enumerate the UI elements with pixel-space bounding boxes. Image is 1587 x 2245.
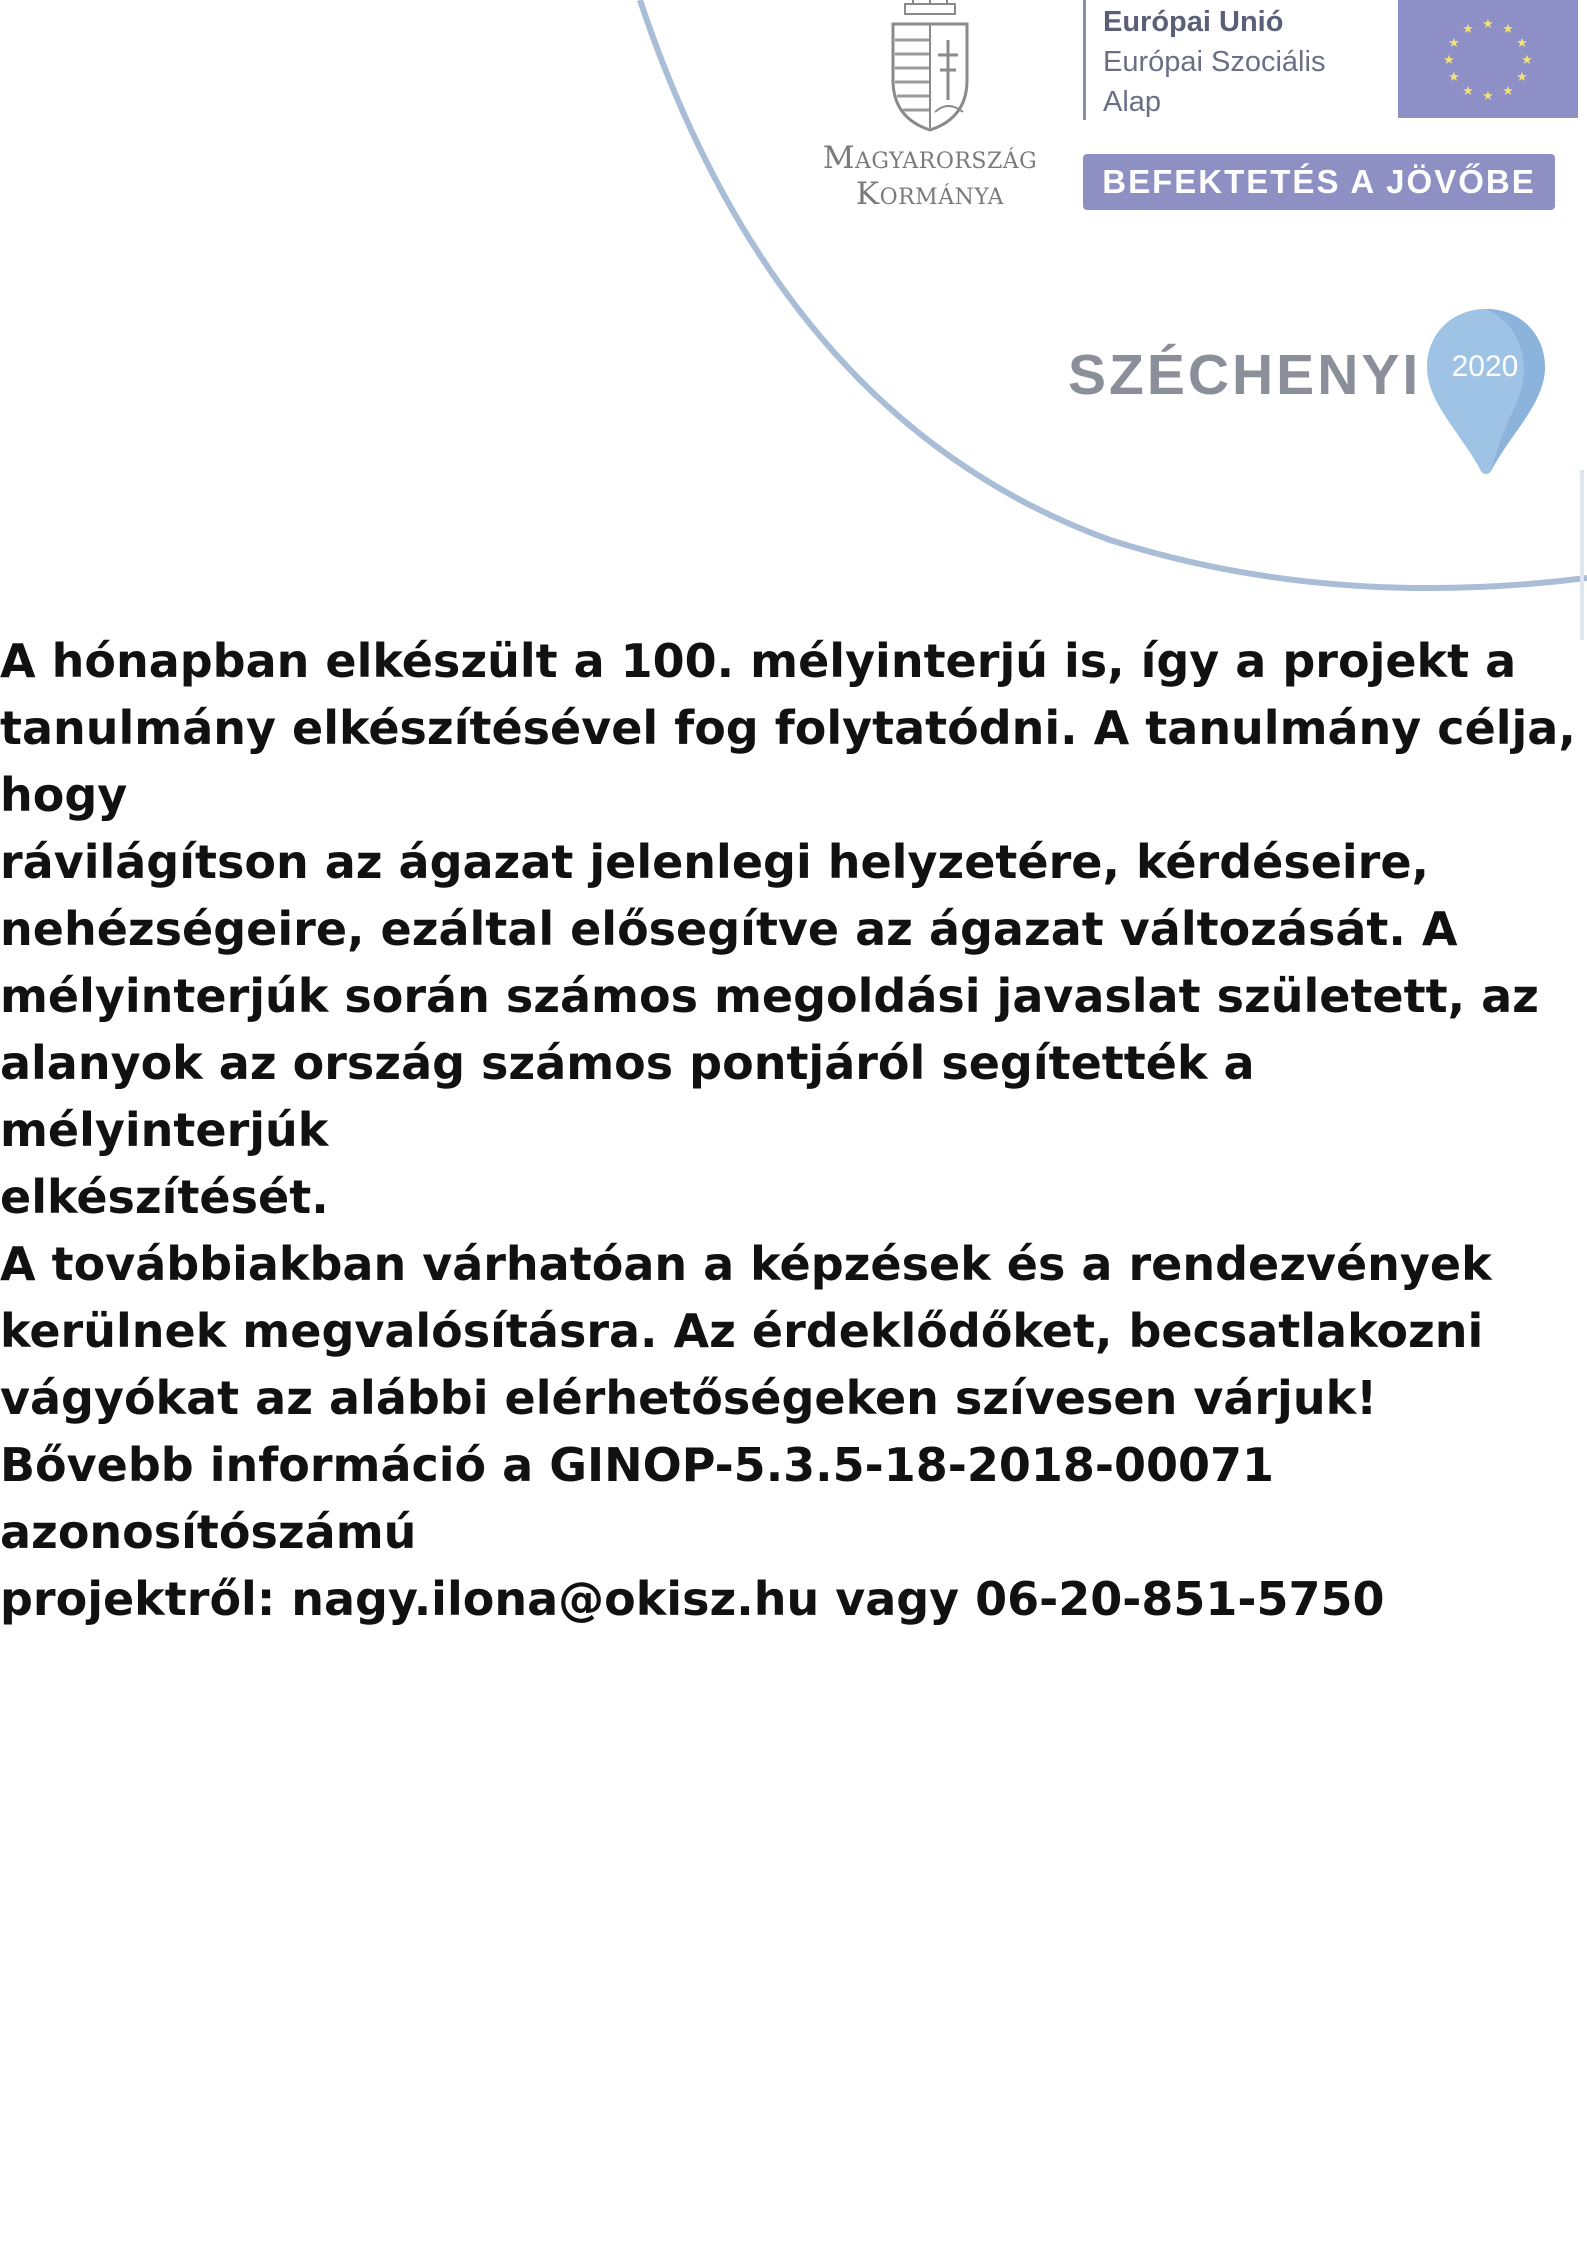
eu-fund-text xyxy=(1103,2,1325,122)
szechenyi-word: SZÉCHENYI xyxy=(1068,343,1422,407)
szechenyi-year: 2020 xyxy=(1451,350,1519,383)
eu-fund-line2: Alap xyxy=(1103,86,1162,118)
svg-text:★: ★ xyxy=(1516,70,1528,85)
svg-text:★: ★ xyxy=(1502,84,1514,99)
map-pin-icon xyxy=(1421,305,1551,475)
paragraph-study: A hónapban elkészült a 100. mélyinterjú is, így a projekt a tanulmány elkészítésével fog folytatódni. A tanulmány célja, hogy rávilágítson az ágazat jelenlegi helyzetére, kérdéseire, nehézségeire, ezáltal elősegítve az ágazat változását. A mélyinterjúk során számos megoldási javaslat született, az alanyok az ország számos pontjáról segítették a mélyinterjúk elkészítését. xyxy=(0,634,1576,1224)
eu-fund-line1: Európai Szociális xyxy=(1103,46,1326,78)
svg-text:★: ★ xyxy=(1448,36,1460,51)
svg-text:★: ★ xyxy=(1502,22,1514,37)
hungarian-government-logo xyxy=(800,0,1060,215)
paragraph-events: A továbbiakban várhatóan a képzések és a rendezvények kerülnek megvalósításra. Az érdeklődőket, becsatlakozni vágyókat az alábbi elérhetőségeken szívesen várjuk! xyxy=(0,1237,1492,1425)
svg-text:★: ★ xyxy=(1482,17,1494,32)
government-name-line2: Kormánya xyxy=(855,176,1005,212)
svg-text:★: ★ xyxy=(1516,36,1528,51)
government-name-line1: Magyarország xyxy=(822,140,1038,176)
szechenyi-2020-logo xyxy=(1068,305,1568,465)
eu-title: Európai Unió xyxy=(1103,6,1284,38)
government-name xyxy=(800,140,1060,212)
svg-text:★: ★ xyxy=(1448,70,1460,85)
eu-slogan-banner: BEFEKTETÉS A JÖVŐBE xyxy=(1083,154,1555,210)
svg-text:★: ★ xyxy=(1443,53,1455,68)
svg-text:★: ★ xyxy=(1462,84,1474,99)
svg-text:★: ★ xyxy=(1462,22,1474,37)
svg-text:★: ★ xyxy=(1482,89,1494,104)
hungarian-coat-of-arms-icon xyxy=(883,0,977,132)
article-body xyxy=(0,628,1587,1633)
eu-divider xyxy=(1083,0,1086,120)
svg-text:★: ★ xyxy=(1521,53,1533,68)
paragraph-contact: Bővebb információ a GINOP-5.3.5-18-2018-00071 azonosítószámú projektről: nagy.ilona@okisz.hu vagy 06-20-851-5750 xyxy=(0,1438,1385,1626)
eu-flag-icon xyxy=(1398,0,1578,118)
